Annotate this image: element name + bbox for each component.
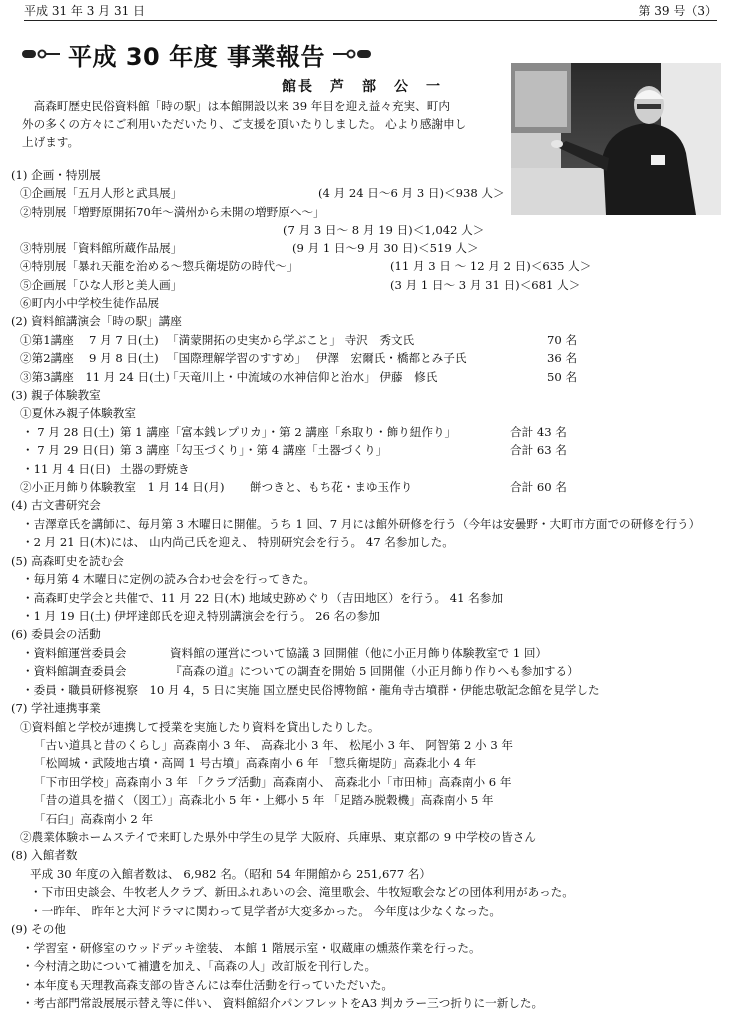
report-line-text: 土器の野焼き (120, 462, 190, 476)
report-line-text: 「満蒙開拓の史実から学ぶこと」 寺沢 秀文氏 (167, 333, 415, 347)
report-line-text: ・ 7 月 28 日(土) (22, 425, 115, 439)
report-line-text: (3 月 1 日～ 3 月 31 日)＜681 人＞ (390, 278, 581, 292)
report-line-text: ①夏休み親子体験教室 (20, 406, 136, 420)
report-line (0, 625, 739, 643)
report-line-text: ・ 7 月 29 日(日) (22, 443, 115, 457)
report-line-text: ②第2講座 9 月 8 日(土) (20, 351, 159, 365)
report-line (0, 957, 739, 975)
report-line (0, 184, 739, 202)
report-line-text: ・本年度も天理教高森支部の皆さんには奉仕活動を行っていただいた。 (22, 978, 394, 992)
report-line (0, 368, 739, 386)
report-line-text: 「天竜川上・中流域の水神信仰と治水」 伊藤 修氏 (167, 370, 438, 384)
report-line-text: 第 1 講座「富本銭レプリカ」・第 2 講座「糸取り・飾り紐作り」 (120, 425, 457, 439)
report-line-text: ③特別展「資料館所蔵作品展」 (20, 241, 183, 255)
report-line (0, 607, 739, 625)
report-line (0, 331, 739, 349)
report-line (0, 460, 739, 478)
report-line (0, 294, 739, 312)
report-line (0, 496, 739, 514)
intro-paragraph (22, 97, 498, 151)
report-line (0, 221, 739, 239)
report-line-text: 『高森の道』についての調査を開始 5 回開催（小正月飾り作りへも参加する） (170, 664, 579, 678)
title-text: 平成 30 年度 事業報告 (68, 42, 325, 71)
report-line-text: ②小正月飾り体験教室 1 月 14 日(月) (20, 480, 225, 494)
report-line-text: ・11 月 4 日(日) (22, 462, 111, 476)
report-line-text: (9 月 1 日～9 月 30 日)＜519 人＞ (292, 241, 479, 255)
report-line-text: 50 名 (547, 370, 578, 384)
report-line (0, 939, 739, 957)
report-line-text: ・委員・職員研修視察 10 月 4，5 日に実施 国立歴史民俗博物館・龍角寺古墳群・伊能忠敬記念館を見学した (22, 683, 600, 697)
report-line-text: ・下市田史談会、牛牧老人クラブ、新田ふれあいの会、滝里歌会、牛牧短歌会などの団体利用があった。 (30, 885, 574, 899)
report-line (0, 902, 739, 920)
report-line (0, 515, 739, 533)
report-line-text: 「古い道具と昔のくらし」高森南小 3 年、 高森北小 3 年、 松尾小 3 年、 阿智第 2 小 3 年 (34, 738, 513, 752)
report-line (0, 166, 739, 184)
intro-line: 高森町歴史民俗資料館「時の駅」は本館開設以来 39 年目を迎え益々充実、町内 (22, 99, 450, 113)
report-line (0, 239, 739, 257)
report-line (0, 349, 739, 367)
report-line-text: ①企画展「五月人形と武具展」 (20, 186, 183, 200)
report-line-text: ②農業体験ホームステイで来町した県外中学生の見学 大阪府、兵庫県、東京都の 9 中学校の皆さん (20, 830, 536, 844)
report-line-text: ③第3講座 11 月 24 日(土) (20, 370, 170, 384)
report-line-text: 第 3 講座「勾玉づくり」・第 4 講座「土器づくり」 (120, 443, 388, 457)
report-line-text: ・一昨年、 昨年と大河ドラマに関わって見学者が大変多かった。 今年度は少なくなった。 (30, 904, 502, 918)
report-line (0, 699, 739, 717)
report-line (0, 662, 739, 680)
report-line (0, 773, 739, 791)
report-line-text: ・2 月 21 日(木)には、 山内尚己氏を迎え、 特別研究会を行う。 47 名参加した。 (22, 535, 454, 549)
report-line-text: ・1 月 19 日(土) 伊坪達郎氏を迎え特別講演会を行う。 26 名の参加 (22, 609, 380, 623)
report-line (0, 846, 739, 864)
report-line-text: (3) 親子体験教室 (11, 388, 101, 402)
report-line (0, 681, 739, 699)
ornament-left-icon (22, 46, 60, 62)
report-line-text: ・学習室・研修室のウッドデッキ塗装、 本館 1 階展示室・収蔵庫の燻蒸作業を行った。 (22, 941, 481, 955)
report-line-text: ①資料館と学校が連携して授業を実施したり資料を貸出したりした。 (20, 720, 380, 734)
author-byline: 館長 芦 部 公 一 (282, 79, 442, 95)
report-line-text: ④特別展「暴れ天龍を治める～惣兵衛堤防の時代～」 (20, 259, 299, 273)
report-line (0, 865, 739, 883)
report-line-text: (9) その他 (11, 922, 66, 936)
report-line-text: (1) 企画・特別展 (11, 168, 101, 182)
report-line (0, 791, 739, 809)
report-line-text: ・考古部門常設展展示替え等に伴い、 資料館紹介パンフレットをA3 判カラー三つ折りに一新した。 (22, 996, 544, 1010)
intro-line: 外の多くの方々にご利用いただいたり、ご支援を頂いたりしました。 心より感謝申し (22, 117, 467, 131)
report-line-text: (4 月 24 日～6 月 3 日)＜938 人＞ (318, 186, 505, 200)
report-line-text: (8) 入館者数 (11, 848, 78, 862)
report-line (0, 810, 739, 828)
report-line-text: (7 月 3 日～ 8 月 19 日)＜1,042 人＞ (283, 223, 485, 237)
report-line-text: 「国際理解学習のすすめ」 伊澤 宏爾氏・橋都とみ子氏 (167, 351, 467, 365)
intro-line: 上げます。 (22, 135, 80, 149)
report-line (0, 644, 739, 662)
report-line (0, 994, 739, 1012)
report-line-text: 資料館の運営について協議 3 回開催（他に小正月飾り体験教室で 1 回） (170, 646, 548, 660)
report-line-text: 合計 43 名 (510, 425, 567, 439)
report-line-text: 餅つきと、もち花・まゆ玉作り (250, 480, 413, 494)
report-line-text: (4) 古文書研究会 (11, 498, 101, 512)
report-line (0, 883, 739, 901)
article-title (22, 38, 371, 70)
report-line (0, 976, 739, 994)
report-line (0, 570, 739, 588)
report-line (0, 718, 739, 736)
report-line-text: 平成 30 年度の入館者数は、 6,982 名。（昭和 54 年開館から 251,677 名） (30, 867, 431, 881)
report-line-text: (11 月 3 日 ～ 12 月 2 日)＜635 人＞ (390, 259, 592, 273)
report-line (0, 920, 739, 938)
report-line (0, 441, 739, 459)
report-line (0, 276, 739, 294)
page-header (24, 2, 717, 21)
report-line-text: ・毎月第 4 木曜日に定例の読み合わせ会を行ってきた。 (22, 572, 315, 586)
report-line (0, 552, 739, 570)
report-line-text: ⑥町内小中学校生徒作品展 (20, 296, 160, 310)
header-issue: 第 39 号（3） (638, 4, 717, 18)
report-line-text: ②特別展「増野原開拓70年～満州から未開の増野原へ～」 (20, 205, 325, 219)
report-line-text: 合計 60 名 (510, 480, 567, 494)
report-line-text: ・資料館運営委員会 (22, 646, 127, 660)
report-line (0, 386, 739, 404)
report-line-text: 「松岡城・武陵地古墳・高岡 1 号古墳」高森南小 6 年 「惣兵衛堤防」高森北小 4 年 (34, 756, 477, 770)
header-date: 平成 31 年 3 月 31 日 (24, 4, 146, 18)
report-line-text: ・高森町史学会と共催で、11 月 22 日(木) 地域史跡めぐり（吉田地区）を行う。 41 名参加 (22, 591, 503, 605)
report-line-text: 70 名 (547, 333, 578, 347)
report-line-text: 合計 63 名 (510, 443, 567, 457)
report-line-text: 「下市田学校」高森南小 3 年 「クラブ活動」高森南小、 高森北小「市田柿」高森南小 6 年 (34, 775, 512, 789)
report-line (0, 312, 739, 330)
report-line-text: ・今村清之助について補遺を加え、「高森の人」改訂版を刊行した。 (22, 959, 377, 973)
report-line (0, 828, 739, 846)
report-line (0, 589, 739, 607)
report-line (0, 404, 739, 422)
report-line-text: ・資料館調査委員会 (22, 664, 127, 678)
report-line-text: 「石臼」高森南小 2 年 (34, 812, 154, 826)
report-line (0, 533, 739, 551)
report-line-text: (5) 高森町史を読む会 (11, 554, 124, 568)
report-line-text: ①第1講座 7 月 7 日(土) (20, 333, 159, 347)
report-line (0, 423, 739, 441)
report-line-text: (7) 学社連携事業 (11, 701, 101, 715)
report-line-text: (6) 委員会の活動 (11, 627, 101, 641)
report-line (0, 736, 739, 754)
report-line-text: 「昔の道具を描く（図工）」高森北小 5 年・上郷小 5 年 「足踏み脱穀機」高森南小 5 年 (34, 793, 494, 807)
report-line (0, 257, 739, 275)
report-line-text: ・吉澤章氏を講師に、毎月第 3 木曜日に開催。うち 1 回、7 月には館外研修を行う（今年は安曇野・大町市方面での研修を行う） (22, 517, 701, 531)
report-line-text: (2) 資料館講演会「時の駅」講座 (11, 314, 182, 328)
report-line (0, 203, 739, 221)
report-line (0, 478, 739, 496)
ornament-right-icon (333, 46, 371, 62)
report-line (0, 754, 739, 772)
report-line-text: 36 名 (547, 351, 578, 365)
report-line-text: ⑤企画展「ひな人形と美人画」 (20, 278, 183, 292)
